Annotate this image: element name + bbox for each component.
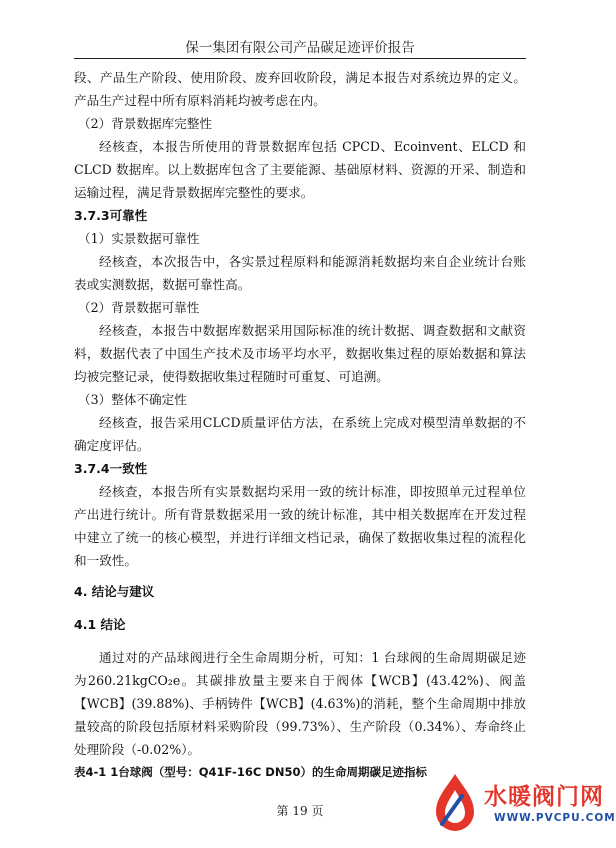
page-header: 保一集团有限公司产品碳足迹评价报告 (185, 40, 415, 56)
paragraph-consistency: 经核查，本报告所有实景数据均采用一致的统计标准，即按照单元过程单位产出进行统计。所有背景数据采用一致的统计标准，其中相关数据库在开发过程中建立了统一的核心模型，并进行详细文档记录，确保了数据收集过程的流程化和一致性。 (74, 484, 526, 568)
subheading-uncertainty: （3）整体不确定性 (78, 392, 187, 407)
watermark-site-url: WWW.PVCPU.COM (494, 812, 616, 824)
subheading-bg-completeness: （2）背景数据库完整性 (78, 116, 212, 131)
watermark-logo-icon (428, 770, 482, 834)
watermark-site-name: 水暖阀门网 (484, 784, 604, 810)
paragraph-uncertainty: 经核查，报告采用CLCD质量评估方法，在系统上完成对模型清单数据的不确定度评估。 (74, 415, 526, 453)
subheading-real-reliability: （1）实景数据可靠性 (78, 231, 200, 246)
table-caption: 表4-1 1台球阀（型号：Q41F-16C DN50）的生命周期碳足迹指标 (74, 765, 427, 779)
section-4-1-heading: 4.1 结论 (74, 617, 126, 632)
section-3-7-3-heading: 3.7.3可靠性 (74, 208, 148, 223)
section-3-7-4-heading: 3.7.4一致性 (74, 461, 148, 476)
paragraph-conclusion: 通过对的产品球阀进行全生命周期分析，可知：1 台球阀的生命周期碳足迹为260.21kgCO₂e。其碳排放量主要来自于阀体【WCB】(43.42%)、阀盖【WCB】(39.88%)、手柄铸件【WCB】(4.63%)的消耗，整个生命周期中排放量较高的阶段包括原材料采购阶段（99.73%）、生产阶段（0.34%）、寿命终止处理阶段（-0.02%）。 (74, 650, 526, 757)
header-divider (74, 58, 526, 59)
site-watermark (428, 770, 616, 840)
page-number: 第 19 页 (276, 804, 324, 818)
paragraph-real-reliability: 经核查，本次报告中，各实景过程原料和能源消耗数据均来自企业统计台账表或实测数据，数据可靠性高。 (74, 254, 526, 292)
paragraph-intro: 段、产品生产阶段、使用阶段、废弃回收阶段，满足本报告对系统边界的定义。产品生产过程中所有原料消耗均被考虑在内。 (74, 70, 526, 108)
paragraph-bg-reliability: 经核查，本报告中数据库数据采用国际标准的统计数据、调查数据和文献资料，数据代表了中国生产技术及市场平均水平，数据收集过程的原始数据和算法均被完整记录，使得数据收集过程随时可重复、可追溯。 (74, 323, 526, 384)
section-4-heading: 4. 结论与建议 (74, 584, 155, 599)
subheading-bg-reliability: （2）背景数据可靠性 (78, 300, 200, 315)
document-body (74, 66, 526, 784)
paragraph-bg-completeness: 经核查，本报告所使用的背景数据库包括 CPCD、Ecoinvent、ELCD 和 CLCD 数据库。以上数据库包含了主要能源、基础原材料、资源的开采、制造和运输过程，满足背景数据库完整性的要求。 (74, 139, 526, 200)
